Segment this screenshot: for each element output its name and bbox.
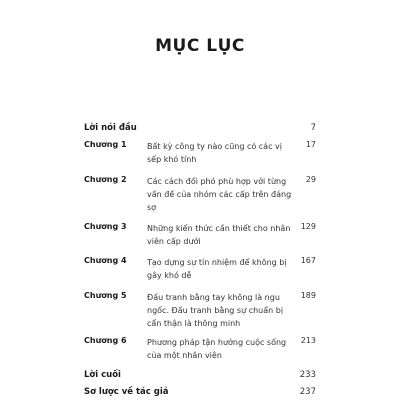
entry-title: Các cách đối phó phù hợp với từng vấn đề của nhóm các cấp trên đáng sợ <box>147 177 292 212</box>
entry-label: Chương 4 <box>84 256 127 265</box>
entry-label: Chương 5 <box>84 291 127 300</box>
entry-page-number: 29 <box>305 175 316 184</box>
entry-label: Chương 3 <box>84 222 127 231</box>
entry-title: Tạo dựng sự tín nhiệm để không bị gây khó dễ <box>147 258 287 280</box>
entry-label: Lời cuối <box>84 370 121 380</box>
entry-page-number: 167 <box>300 256 316 265</box>
entry-label: Sơ lược về tác giả <box>84 387 169 397</box>
entry-page-number: 213 <box>300 336 316 345</box>
entry-title: Đấu tranh bằng tay không là ngu ngốc. Đấu tranh bằng sự chuẩn bị cẩn thận là thông minh <box>147 293 284 328</box>
page-title: MỤC LỤC <box>155 36 245 56</box>
entry-page-number: 237 <box>299 387 316 397</box>
entry-label: Chương 6 <box>84 336 127 345</box>
entry-label: Chương 2 <box>84 175 127 184</box>
entry-page-number: 233 <box>299 370 316 380</box>
entry-title: Những kiến thức cần thiết cho nhân viên cấp dưới <box>147 224 291 246</box>
entry-page-number: 7 <box>310 123 316 133</box>
entry-page-number: 189 <box>300 291 316 300</box>
entry-page-number: 129 <box>300 222 316 231</box>
entry-label: Lời nói đầu <box>84 123 137 133</box>
entry-title: Phương pháp tận hưởng cuộc sống của một nhân viên <box>147 338 287 360</box>
entry-title: Bất kỳ công ty nào cũng có các vị sếp khó tính <box>147 142 282 164</box>
entry-page-number: 17 <box>305 140 316 149</box>
entry-label: Chương 1 <box>84 140 127 149</box>
